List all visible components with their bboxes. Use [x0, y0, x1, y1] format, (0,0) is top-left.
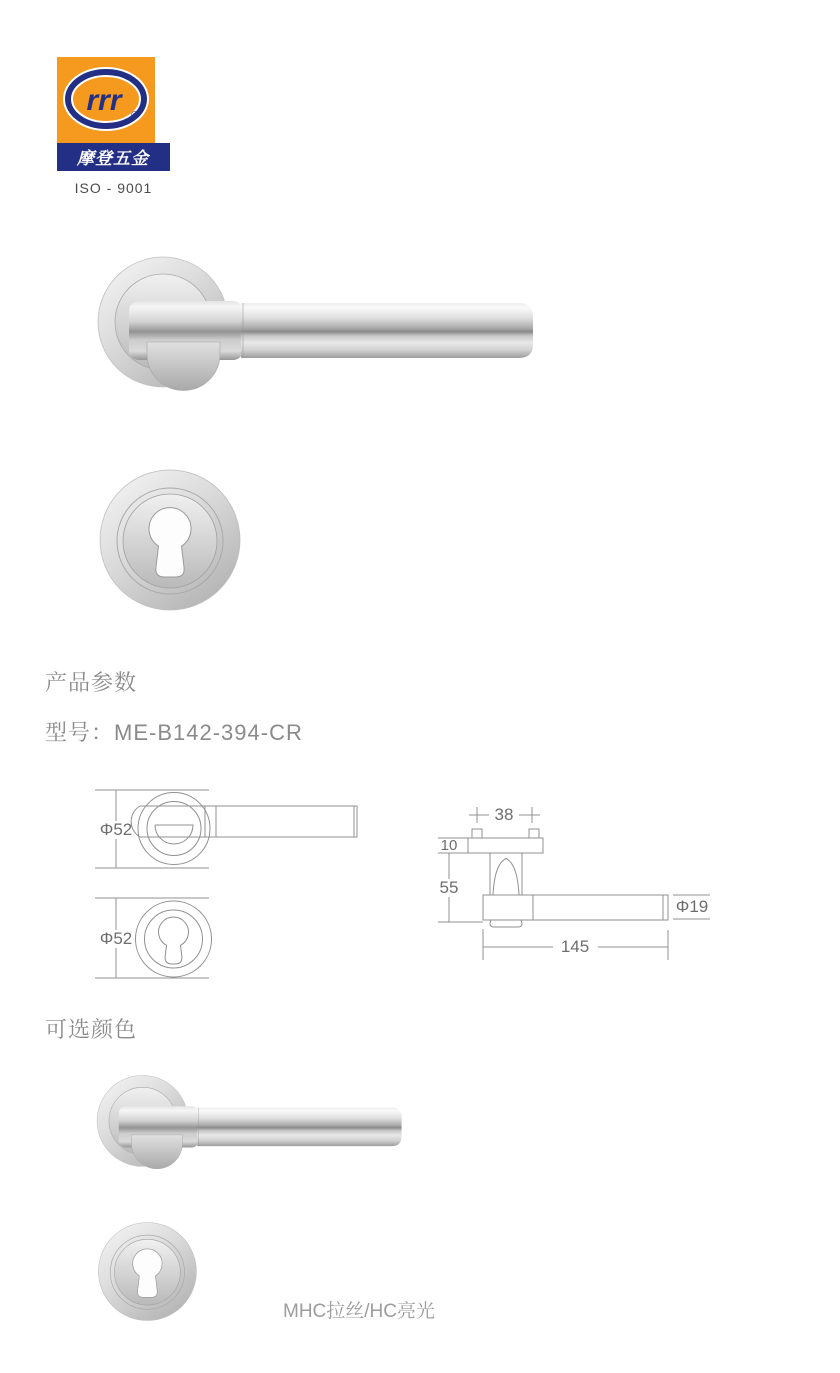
model-number-line: 型号：ME-B142-394-CR: [45, 720, 303, 745]
section-title-parameters: 产品参数: [45, 670, 138, 695]
iso-cert-text: ISO - 9001: [74, 180, 153, 196]
registered-trademark-icon: ®: [131, 110, 140, 122]
logo-brand-name: 摩登五金: [77, 149, 149, 168]
section-title-colors: 可选颜色: [45, 1017, 138, 1042]
dim-escutcheon-diameter: Φ52: [99, 929, 133, 948]
escutcheon-photo-small: [97, 1219, 202, 1324]
brand-logo: [57, 57, 170, 171]
dim-rose-thickness: 10: [440, 837, 458, 854]
drawing-handle-side: [438, 805, 710, 960]
finish-caption: MHC拉丝/HC亮光: [283, 1301, 435, 1322]
dim-lever-diameter: Φ19: [675, 897, 709, 916]
dim-rose-diameter: Φ52: [99, 820, 133, 839]
drawing-handle-front: [95, 790, 357, 868]
drawing-escutcheon-front: [95, 898, 212, 978]
logo-letters: rrr: [86, 84, 122, 117]
handle-photo-large: [85, 245, 545, 405]
escutcheon-photo-large: [98, 465, 248, 615]
handle-photo-small: [88, 1067, 410, 1179]
dim-lever-length: 145: [560, 937, 590, 956]
dimension-drawing: [85, 780, 725, 995]
dim-handle-height: 55: [439, 878, 459, 897]
dim-rose-width: 38: [494, 805, 514, 824]
